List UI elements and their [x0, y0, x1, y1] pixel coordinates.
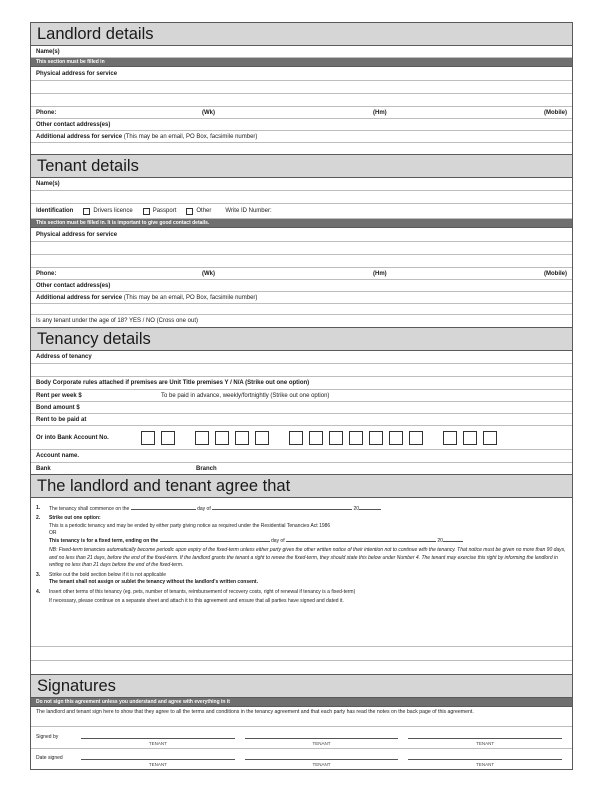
landlord-heading: Landlord details — [31, 23, 572, 46]
term-1-text-b: day of — [197, 506, 211, 512]
term-3 — [36, 572, 567, 579]
term-4-number: 4. — [36, 588, 41, 595]
tenant-phone-label: Phone: — [36, 270, 57, 277]
landlord-wk-label: (Wk) — [202, 109, 215, 116]
landlord-names-label: Name(s) — [36, 48, 60, 55]
tenant-additional-label: Additional address for service — [36, 294, 123, 301]
tenant-date-1[interactable] — [81, 759, 235, 769]
fixed-term-text-c: 20 — [437, 538, 443, 545]
tenant-age-label: Is any tenant under the age of 18? YES / NO (Cross one out) — [36, 318, 198, 324]
other-id-label: Other — [196, 208, 212, 214]
tenant-caption: TENANT — [476, 741, 495, 746]
tenant-age-field[interactable] — [31, 315, 572, 328]
bank-digit-box[interactable] — [161, 431, 175, 445]
body-corp-field[interactable] — [31, 377, 572, 390]
bank-label: Bank — [36, 465, 51, 472]
term-2 — [36, 515, 567, 522]
other-terms-line-1[interactable] — [31, 647, 572, 661]
tenant-phone-field[interactable] — [31, 268, 572, 280]
landlord-physical-line-2[interactable] — [31, 81, 572, 94]
tenant-additional-note: (This may be an email, PO Box, facsimile number) — [123, 294, 258, 301]
tenant-signature-2[interactable] — [245, 738, 399, 748]
assign-sublet-clause: The tenant shall not assign or sublet the tenancy without the landlord's written consent. — [49, 579, 258, 586]
tenant-signature-1[interactable] — [81, 738, 235, 748]
branch-digit-box[interactable] — [195, 431, 209, 445]
tenant-caption: TENANT — [312, 762, 331, 767]
tenancy-address-line-2[interactable] — [31, 364, 572, 377]
signed-by-label: Signed by — [36, 734, 59, 740]
account-name-label: Account name. — [36, 453, 80, 459]
commence-month-input[interactable] — [212, 505, 352, 510]
bank-digit-box[interactable] — [141, 431, 155, 445]
bond-field[interactable] — [31, 402, 572, 414]
tenant-names-label: Name(s) — [36, 181, 60, 187]
signed-by-row — [31, 727, 572, 749]
tenant-signature-3[interactable] — [408, 738, 562, 748]
tenant-physical-line-3[interactable] — [31, 255, 572, 268]
suffix-digit-box[interactable] — [443, 431, 457, 445]
landlord-additional-line-2[interactable] — [31, 143, 572, 155]
term-3-number: 3. — [36, 572, 41, 579]
tenant-physical-label: Physical address for service — [36, 231, 118, 238]
account-digit-box[interactable] — [309, 431, 323, 445]
agree-heading: The landlord and tenant agree that — [31, 475, 572, 498]
paid-at-field[interactable] — [31, 414, 572, 426]
or-label: OR — [49, 530, 57, 537]
landlord-names-field[interactable] — [31, 46, 572, 58]
tenant-names-line-2[interactable] — [31, 191, 572, 204]
account-name-field[interactable] — [31, 450, 572, 463]
drivers-licence-checkbox[interactable] — [83, 208, 90, 215]
bank-account-label: Or into Bank Account No. — [36, 434, 109, 441]
rent-note: To be paid in advance, weekly/fortnightly (Strike out one option) — [161, 392, 330, 399]
tenant-date-2[interactable] — [245, 759, 399, 769]
tenant-notice-bar: This section must be filled in. It is important to give good contact details. — [31, 219, 572, 228]
landlord-additional-field[interactable] — [31, 131, 572, 143]
body-corp-label: Body Corporate rules attached if premises are Unit Title premises Y / N/A (Strike out one option) — [36, 380, 310, 386]
signatures-notice-bar: Do not sign this agreement unless you understand and agree with everything in it — [31, 698, 572, 707]
landlord-phone-label: Phone: — [36, 109, 57, 116]
term-2-number: 2. — [36, 515, 41, 522]
tenancy-heading: Tenancy details — [31, 328, 572, 351]
tenant-date-3[interactable] — [408, 759, 562, 769]
account-digit-box[interactable] — [329, 431, 343, 445]
account-digit-box[interactable] — [289, 431, 303, 445]
agreement-terms — [31, 498, 572, 647]
landlord-other-contact-label: Other contact address(es) — [36, 121, 111, 128]
tenant-other-contact-label: Other contact address(es) — [36, 282, 111, 289]
bank-field[interactable] — [31, 463, 572, 475]
term-1 — [36, 505, 567, 513]
account-digit-box[interactable] — [369, 431, 383, 445]
tenant-identification-row — [31, 204, 572, 219]
signatures-statement: The landlord and tenant sign here to show that they agree to all the terms and conditions in the tenancy agreement and that each party has read the notes on the back page of this agreement. — [31, 707, 572, 727]
branch-label: Branch — [196, 465, 217, 472]
continue-sheet-note: If necessary, please continue on a separate sheet and attach it to this agreement and ensure that all parties have signed and dated it. — [49, 598, 344, 605]
fixed-end-year-input[interactable] — [443, 537, 463, 542]
tenancy-address-field[interactable] — [31, 351, 572, 364]
rent-label: Rent per week $ — [36, 392, 82, 399]
fixed-term-text-a: This tenancy is for a fixed term, ending on the — [49, 538, 159, 545]
landlord-additional-label: Additional address for service — [36, 133, 123, 140]
account-digit-box[interactable] — [389, 431, 403, 445]
bank-account-row — [31, 426, 572, 450]
passport-checkbox[interactable] — [143, 208, 150, 215]
landlord-additional-note: (This may be an email, PO Box, facsimile number) — [123, 133, 258, 140]
term-4 — [36, 589, 567, 596]
account-digit-box[interactable] — [349, 431, 363, 445]
suffix-digit-box[interactable] — [483, 431, 497, 445]
commence-year-input[interactable] — [359, 505, 381, 510]
tenant-additional-field[interactable] — [31, 292, 572, 304]
fixed-term-note: NB: Fixed-term tenancies automatically become periodic upon expiry of the fixed-term unless either party gives the other written notice of their intention not to continue with the tenancy. That notice must be given no more than 90 days, and no less than 21 days, before the end of the fixed-term. If the landlord grants the tenant a right to renew the fixed-term, they should state this below under Number 4. The tenant may exercise this right by informing the landlord in writing no less than 21 days before the end of the fixed-term. — [49, 547, 566, 568]
fixed-term-option — [36, 537, 567, 545]
landlord-other-contact-field[interactable] — [31, 119, 572, 131]
suffix-digit-box[interactable] — [463, 431, 477, 445]
landlord-notice-bar: This section must be filled in — [31, 58, 572, 67]
commence-day-input[interactable] — [131, 505, 196, 510]
tenant-hm-label: (Hm) — [373, 270, 387, 277]
other-id-checkbox[interactable] — [186, 208, 193, 215]
landlord-physical-line-3[interactable] — [31, 94, 572, 107]
passport-label: Passport — [152, 208, 177, 214]
term-4-text: Insert other terms of this tenancy (eg. pets, number of tenants, reimbursement of recovery costs, right of renewal if tenancy is a fixed-term) — [49, 588, 356, 595]
landlord-phone-field[interactable] — [31, 107, 572, 119]
tenant-names-field[interactable] — [31, 178, 572, 191]
rent-field[interactable] — [31, 390, 572, 402]
landlord-physical-label: Physical address for service — [36, 70, 118, 77]
term-1-number: 1. — [36, 505, 41, 511]
term-1-text-a: The tenancy shall commence on the — [49, 506, 130, 512]
landlord-mobile-label: (Mobile) — [544, 109, 567, 116]
branch-digit-box[interactable] — [215, 431, 229, 445]
date-signed-row — [31, 749, 572, 769]
tenant-caption: TENANT — [148, 762, 167, 767]
branch-digit-box[interactable] — [235, 431, 249, 445]
fixed-end-day-input[interactable] — [160, 537, 270, 542]
drivers-licence-label: Drivers licence — [93, 208, 133, 214]
fixed-term-text-b: day of — [270, 538, 285, 545]
tenancy-address-label: Address of tenancy — [36, 354, 92, 360]
term-1-text-c: 20 — [353, 506, 360, 512]
bond-label: Bond amount $ — [36, 404, 80, 411]
landlord-hm-label: (Hm) — [373, 109, 387, 116]
tenant-wk-label: (Wk) — [202, 270, 215, 277]
landlord-physical-field[interactable] — [31, 67, 572, 81]
write-id-label: Write ID Number: — [225, 208, 272, 214]
identification-label: Identification — [36, 208, 74, 214]
term-3-text: Strike out the bold section below if it is not applicable — [49, 572, 167, 579]
term-2-text: Strike out one option: — [49, 515, 101, 522]
tenant-physical-line-2[interactable] — [31, 242, 572, 255]
tenant-caption: TENANT — [476, 762, 495, 767]
tenant-mobile-label: (Mobile) — [544, 270, 567, 277]
tenant-caption: TENANT — [312, 741, 331, 746]
branch-digit-box[interactable] — [255, 431, 269, 445]
fixed-end-month-input[interactable] — [286, 537, 436, 542]
tenant-caption: TENANT — [148, 741, 167, 746]
tenancy-form — [30, 22, 573, 770]
other-terms-line-2[interactable] — [31, 661, 572, 675]
tenant-heading: Tenant details — [31, 155, 572, 178]
paid-at-label: Rent to be paid at — [36, 416, 87, 423]
tenant-additional-line-2[interactable] — [31, 304, 572, 315]
tenant-physical-field[interactable] — [31, 228, 572, 242]
account-digit-box[interactable] — [409, 431, 423, 445]
bank-account-boxes — [141, 431, 503, 445]
tenant-other-contact-field[interactable] — [31, 280, 572, 292]
date-signed-label: Date signed — [36, 755, 63, 761]
signatures-heading: Signatures — [31, 675, 572, 698]
periodic-option: This is a periodic tenancy and may be ended by either party giving notice as required under the Residential Tenancies Act 1986 — [49, 522, 331, 529]
